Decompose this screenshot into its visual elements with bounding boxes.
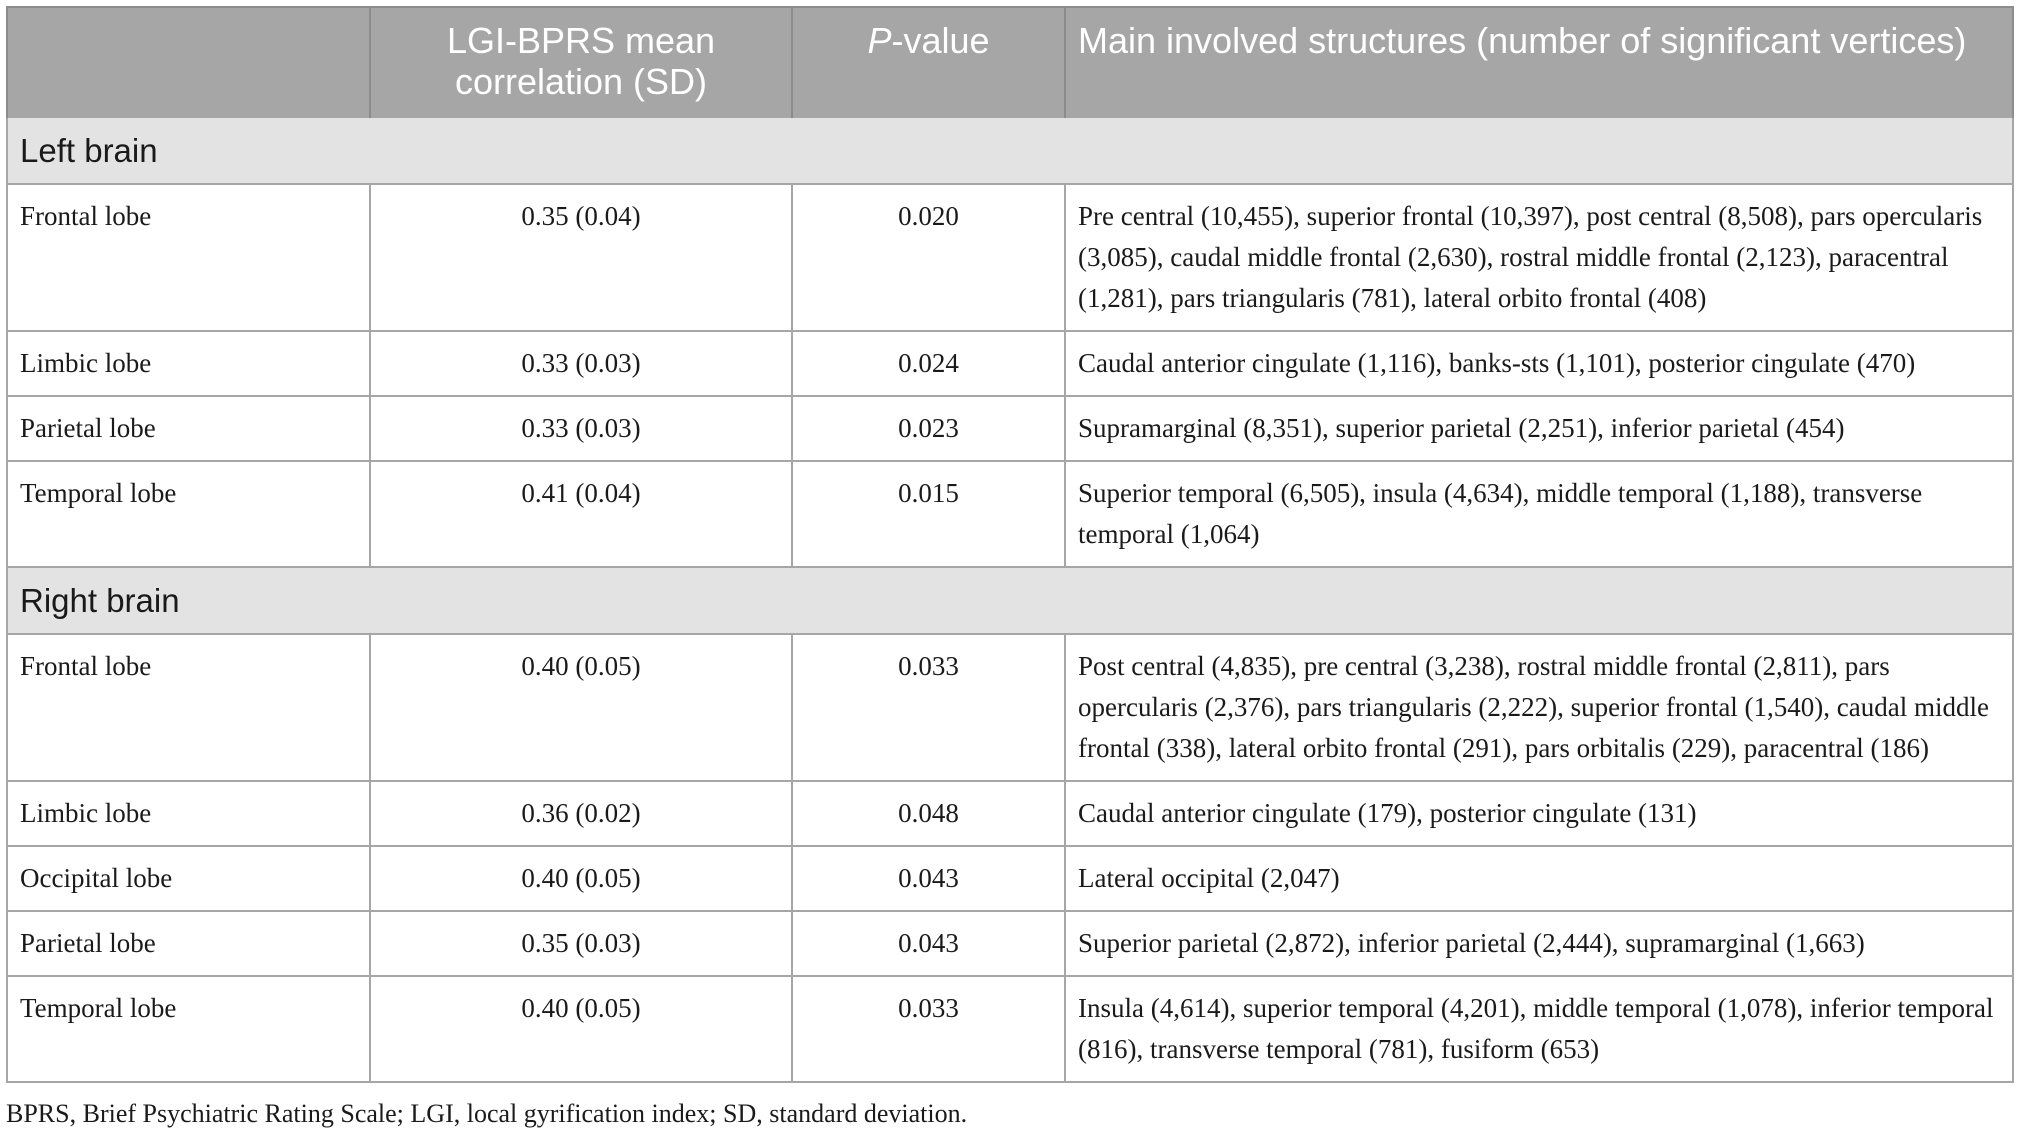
section-title: Right brain [7, 567, 2013, 634]
cell-structures: Caudal anterior cingulate (1,116), banks-sts (1,101), posterior cingulate (470) [1065, 331, 2013, 396]
table-row [7, 781, 2013, 846]
cell-lobe: Temporal lobe [7, 976, 370, 1082]
cell-correlation: 0.33 (0.03) [370, 396, 792, 461]
cell-p-value: 0.043 [792, 911, 1065, 976]
table-row [7, 976, 2013, 1082]
table-row [7, 461, 2013, 567]
cell-p-value: 0.023 [792, 396, 1065, 461]
header-p-rest: -value [891, 20, 990, 61]
cell-structures: Superior parietal (2,872), inferior parietal (2,444), supramarginal (1,663) [1065, 911, 2013, 976]
results-table-container [6, 6, 2012, 1083]
table-row [7, 184, 2013, 331]
cell-p-value: 0.033 [792, 976, 1065, 1082]
header-structures: Main involved structures (number of significant vertices) [1065, 7, 2013, 117]
cell-correlation: 0.40 (0.05) [370, 634, 792, 781]
table-row [7, 846, 2013, 911]
cell-structures: Lateral occipital (2,047) [1065, 846, 2013, 911]
cell-correlation: 0.40 (0.05) [370, 846, 792, 911]
cell-p-value: 0.048 [792, 781, 1065, 846]
header-p-value [792, 7, 1065, 117]
section-row [7, 567, 2013, 634]
cell-lobe: Parietal lobe [7, 911, 370, 976]
table-row [7, 634, 2013, 781]
cell-p-value: 0.020 [792, 184, 1065, 331]
header-p-italic: P [867, 20, 892, 61]
cell-structures: Insula (4,614), superior temporal (4,201), middle temporal (1,078), inferior temporal (816), transverse temporal (781), fusiform (653) [1065, 976, 2013, 1082]
header-correlation: LGI-BPRS mean correlation (SD) [370, 7, 792, 117]
results-table [6, 6, 2014, 1083]
table-body [7, 117, 2013, 1082]
cell-correlation: 0.35 (0.03) [370, 911, 792, 976]
cell-p-value: 0.015 [792, 461, 1065, 567]
cell-structures: Supramarginal (8,351), superior parietal (2,251), inferior parietal (454) [1065, 396, 2013, 461]
cell-p-value: 0.024 [792, 331, 1065, 396]
cell-correlation: 0.36 (0.02) [370, 781, 792, 846]
header-region [7, 7, 370, 117]
cell-correlation: 0.35 (0.04) [370, 184, 792, 331]
cell-correlation: 0.33 (0.03) [370, 331, 792, 396]
table-row [7, 911, 2013, 976]
cell-structures: Caudal anterior cingulate (179), posterior cingulate (131) [1065, 781, 2013, 846]
table-footnote: BPRS, Brief Psychiatric Rating Scale; LGI, local gyrification index; SD, standard deviation. [6, 1099, 968, 1128]
cell-correlation: 0.40 (0.05) [370, 976, 792, 1082]
table-row [7, 396, 2013, 461]
cell-lobe: Parietal lobe [7, 396, 370, 461]
table-header [7, 7, 2013, 117]
header-row [7, 7, 2013, 117]
cell-p-value: 0.033 [792, 634, 1065, 781]
cell-lobe: Limbic lobe [7, 331, 370, 396]
section-row [7, 117, 2013, 184]
cell-structures: Post central (4,835), pre central (3,238), rostral middle frontal (2,811), pars opercularis (2,376), pars triangularis (2,222), superior frontal (1,540), caudal middle frontal (338), lateral orbito frontal (291), pars orbitalis (229), paracentral (186) [1065, 634, 2013, 781]
cell-p-value: 0.043 [792, 846, 1065, 911]
table-row [7, 331, 2013, 396]
cell-structures: Superior temporal (6,505), insula (4,634), middle temporal (1,188), transverse temporal (1,064) [1065, 461, 2013, 567]
cell-lobe: Frontal lobe [7, 184, 370, 331]
cell-lobe: Occipital lobe [7, 846, 370, 911]
cell-lobe: Temporal lobe [7, 461, 370, 567]
cell-structures: Pre central (10,455), superior frontal (10,397), post central (8,508), pars opercularis (3,085), caudal middle frontal (2,630), rostral middle frontal (2,123), paracentral (1,281), pars triangularis (781), lateral orbito frontal (408) [1065, 184, 2013, 331]
section-title: Left brain [7, 117, 2013, 184]
cell-lobe: Frontal lobe [7, 634, 370, 781]
cell-lobe: Limbic lobe [7, 781, 370, 846]
cell-correlation: 0.41 (0.04) [370, 461, 792, 567]
